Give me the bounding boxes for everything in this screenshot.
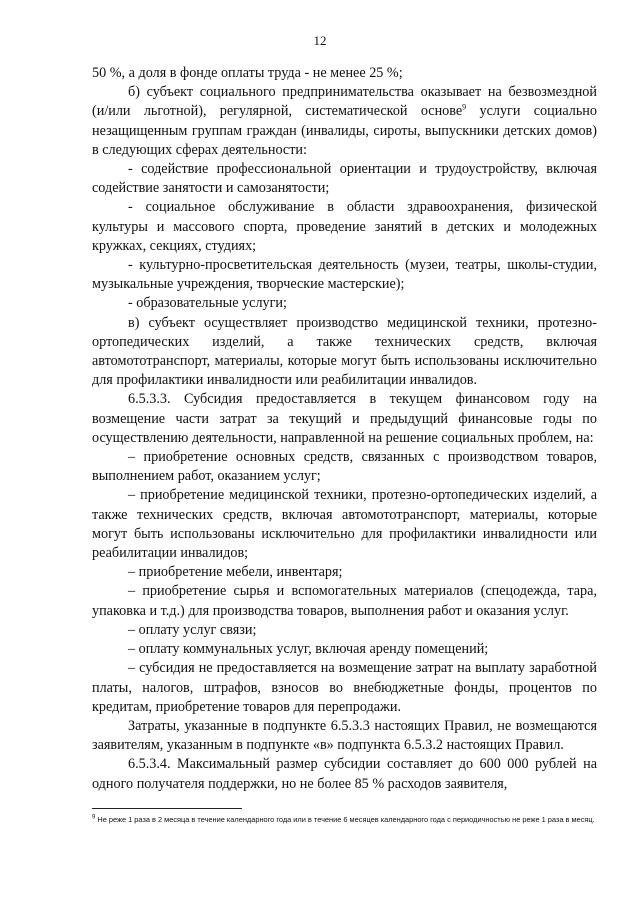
page-number: 12 — [313, 33, 327, 48]
paragraph — [92, 448, 597, 486]
paragraph — [92, 659, 597, 717]
paragraph — [92, 390, 597, 448]
paragraph — [92, 160, 597, 198]
paragraph — [92, 198, 597, 256]
paragraph — [92, 563, 597, 582]
paragraph-text: Затраты, указанные в подпункте 6.5.3.3 настоящих Правил, не возмещаются заявителям, указанным в подпункте «в» подпункта 6.5.3.2 настоящих Правил. — [92, 717, 597, 754]
footnote — [92, 814, 597, 825]
paragraph — [92, 621, 597, 640]
paragraph — [92, 256, 597, 294]
footnote-text: Не реже 1 раза в 2 месяца в течение календарного года или в течение 6 месяцев календарного года с периодичностью не реже 1 раза в месяц. — [95, 815, 595, 824]
paragraph-text: – приобретение сырья и вспомогательных материалов (спецодежда, тара, упаковка и т.д.) для производства товаров, выполнения работ и оказания услуг. — [92, 583, 597, 619]
document-body — [92, 64, 597, 794]
paragraph-text: 6.5.3.4. Максимальный размер субсидии составляет до 600 000 рублей на одного получателя поддержки, но не более 85 % расходов заявителя, — [92, 756, 597, 792]
paragraph — [92, 640, 597, 659]
paragraph-text: – приобретение основных средств, связанных с производством товаров, выполнением работ, оказанием услуг; — [92, 449, 597, 485]
paragraph-text: в) субъект осуществляет производство медицинской техники, протезно-ортопедических изделий, а также технических средств, включая автомототранспорт, материалы, которые могут быть использованы исключительно для профилактики инвалидности или реабилитации инвалидов. — [92, 314, 597, 389]
paragraph-text: - образовательные услуги; — [128, 295, 287, 312]
paragraph — [92, 64, 597, 83]
paragraph — [92, 294, 597, 313]
paragraph — [92, 83, 597, 160]
paragraph-text: - культурно-просветительская деятельность (музеи, театры, школы-студии, музыкальные учреждения, творческие мастерские); — [92, 257, 597, 293]
footnote-ref[interactable]: 9 — [462, 102, 467, 112]
paragraph — [92, 717, 597, 755]
paragraph-text: – субсидия не предоставляется на возмещение затрат на выплату заработной платы, налогов, штрафов, взносов во внебюджетные фонды, процентов по кредитам, приобретение товаров для перепродажи. — [92, 660, 597, 715]
paragraph — [92, 486, 597, 563]
paragraph-text: 50 %, а доля в фонде оплаты труда - не менее 25 %; — [92, 65, 403, 81]
footnote-divider — [92, 808, 242, 809]
paragraph-text: - социальное обслуживание в области здравоохранения, физической культуры и массового спорта, проведение занятий в детских и молодежных кружках, секциях, студиях; — [92, 199, 597, 254]
paragraph-text: – оплату коммунальных услуг, включая аренду помещений; — [128, 641, 489, 658]
paragraph — [92, 314, 597, 391]
footnote-mark: 9 — [92, 814, 96, 821]
paragraph-text: услуги социально незащищенным группам граждан (инвалиды, сироты, выпускники детских домов) в следующих сферах деятельности: — [92, 103, 597, 158]
paragraph-text: 6.5.3.3. Субсидия предоставляется в текущем финансовом году на возмещение части затрат за текущий и предыдущий финансовые годы по осуществлению деятельности, направленной на решение социальных проблем, на: — [92, 391, 597, 446]
paragraph-text: – приобретение мебели, инвентаря; — [128, 564, 343, 581]
paragraph-text: б) субъект социального предпринимательства оказывает на безвозмездной (и/или льготной), регулярной, систематической основе — [92, 84, 597, 120]
paragraph-text: - содействие профессиональной ориентации и трудоустройству, включая содействие занятости и самозанятости; — [92, 161, 597, 197]
paragraph — [92, 582, 597, 620]
paragraph — [92, 755, 597, 793]
paragraph-text: – оплату услуг связи; — [128, 621, 257, 638]
paragraph-text: – приобретение медицинской техники, протезно-ортопедических изделий, а также технических средств, включая автомототранспорт, материалы, которые могут быть использованы исключительно для профилактики инвалидности или реабилитации инвалидов; — [92, 487, 597, 562]
